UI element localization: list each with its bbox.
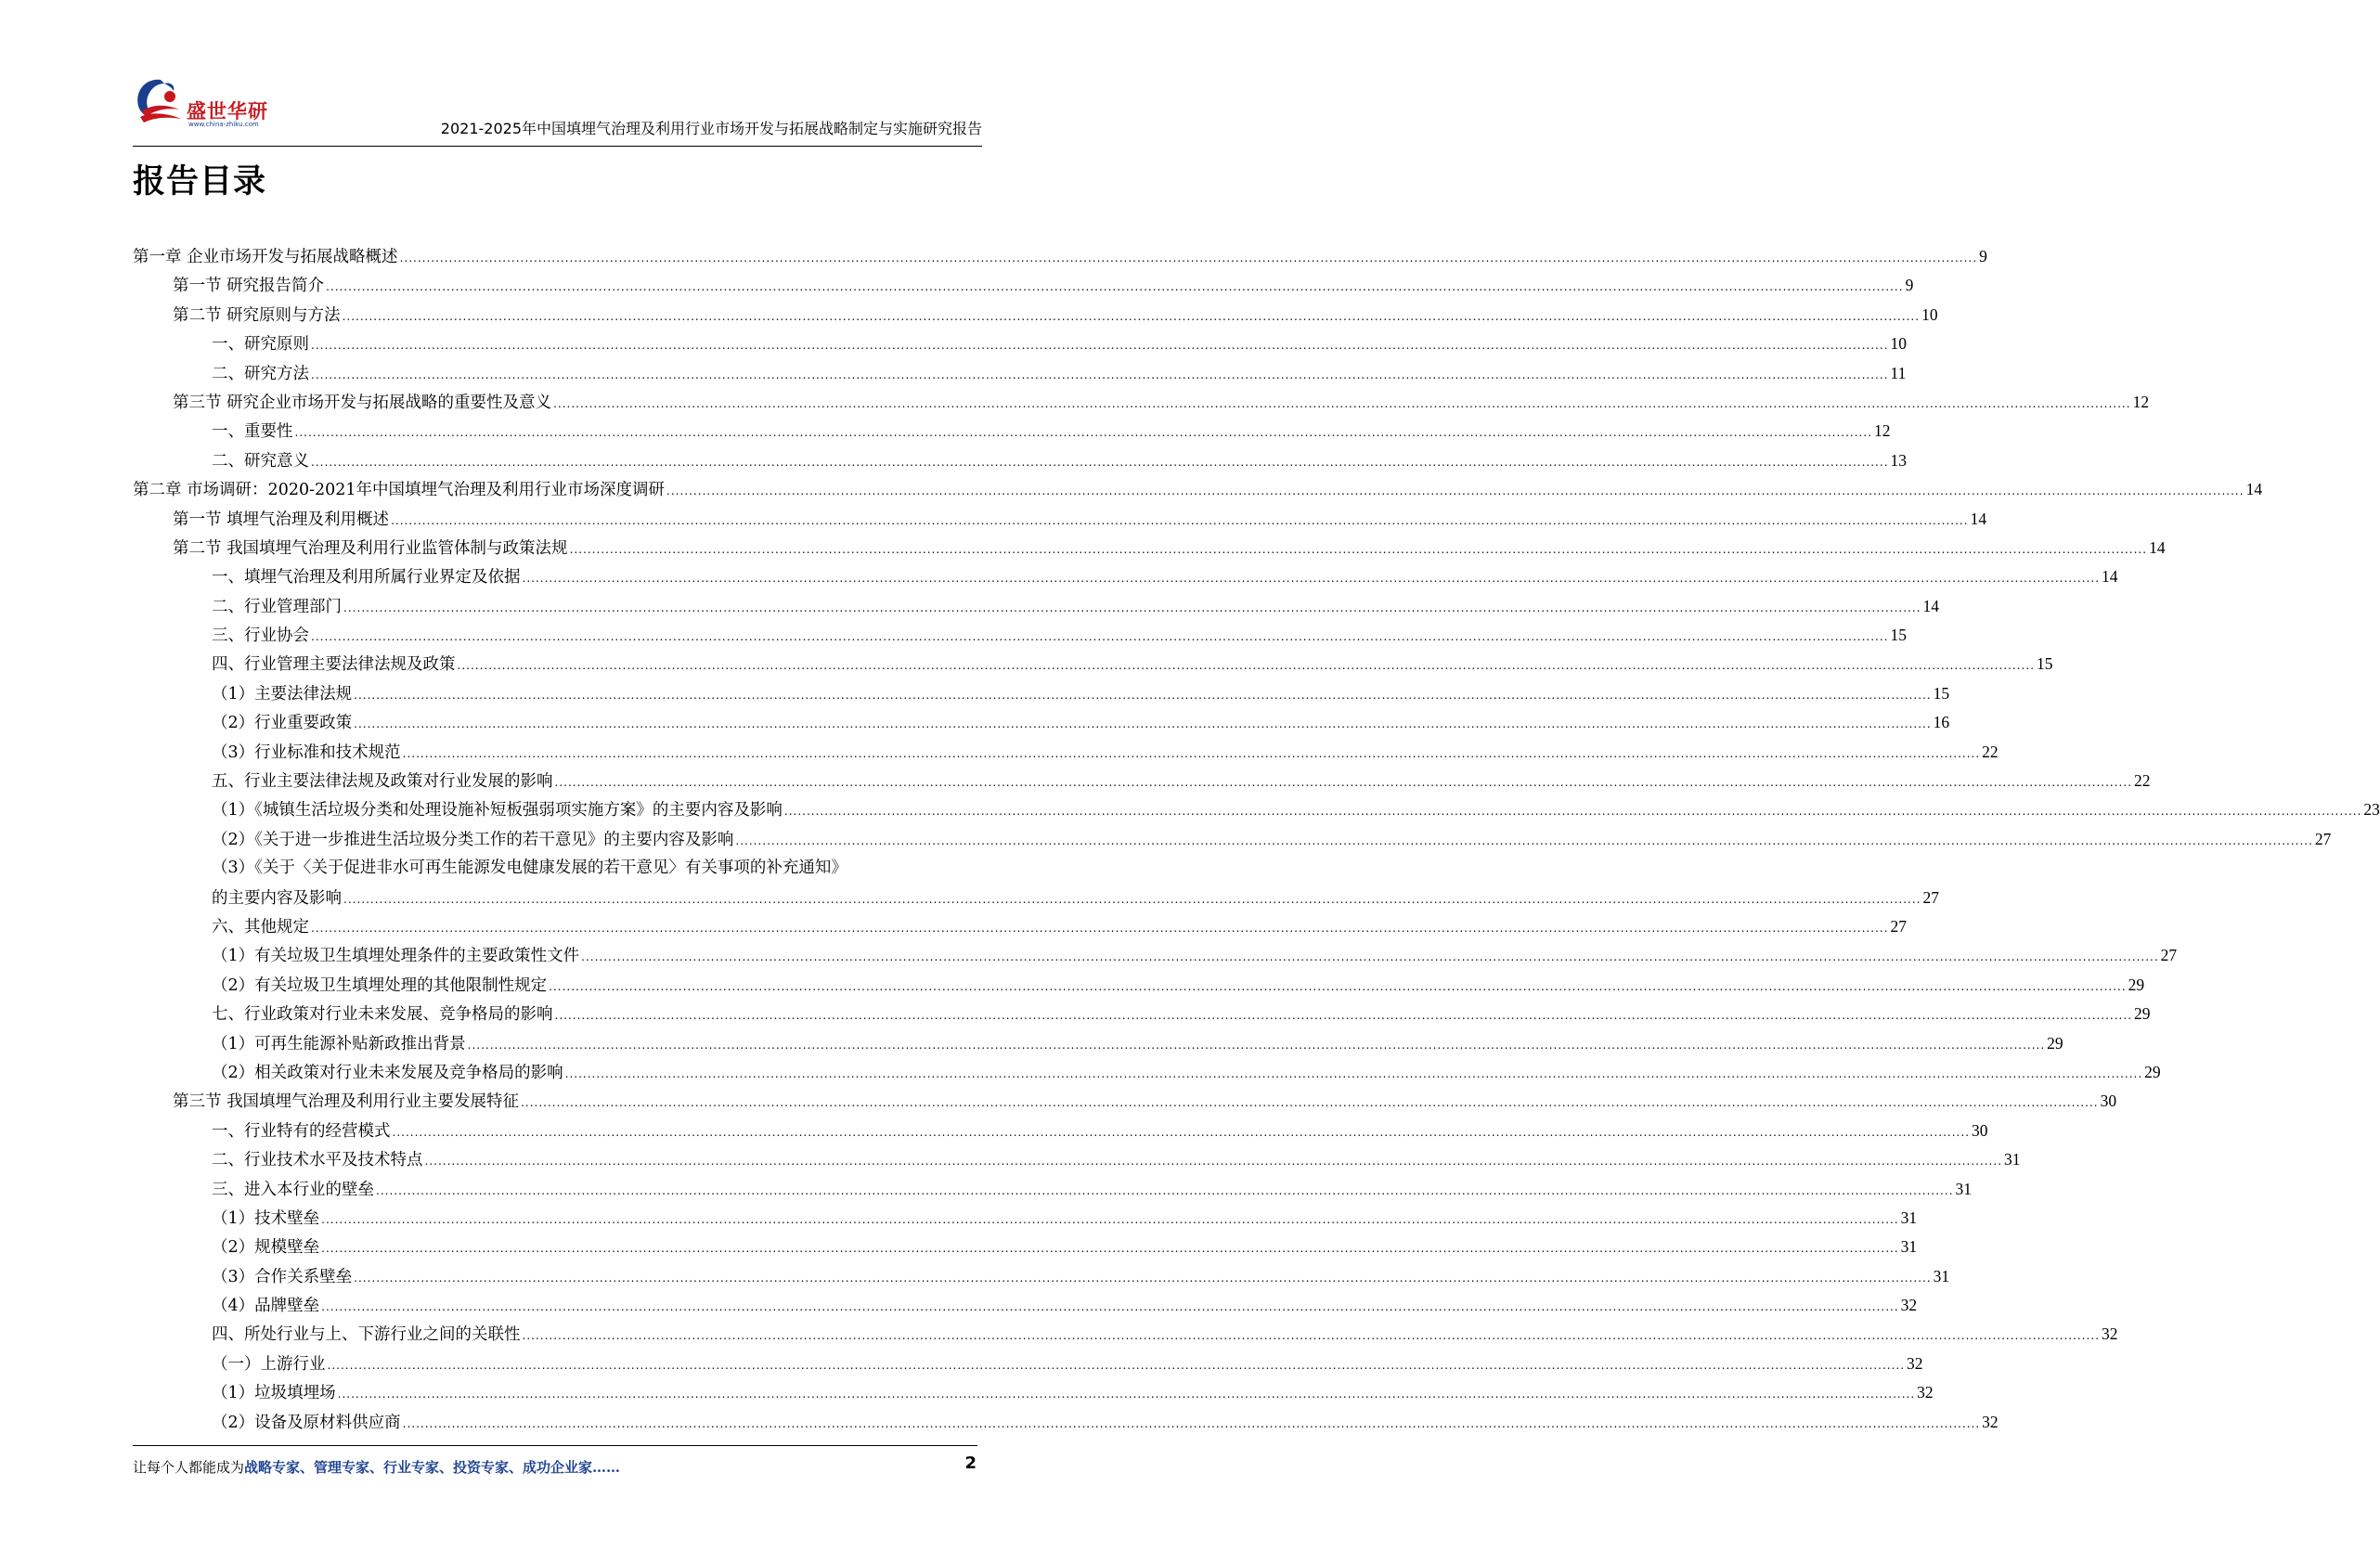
- toc-entry-page: 29: [2128, 975, 2145, 994]
- toc-leader-dots: [354, 710, 1932, 739]
- toc-entry-title: 第三节 我国填埋气治理及利用行业主要发展特征: [173, 1092, 520, 1112]
- toc-entry-title: （1）可再生能源补贴新政推出背景: [212, 1034, 466, 1053]
- toc-entry[interactable]: [133, 1029, 2063, 1058]
- toc-leader-dots: [458, 652, 2036, 680]
- toc-entry-page: 9: [1979, 247, 1987, 265]
- toc-leader-dots: [403, 1410, 1981, 1439]
- toc-leader-dots: [468, 1031, 2046, 1060]
- toc-entry-page: 32: [1982, 1412, 1998, 1431]
- toc-leader-dots: [523, 1322, 2101, 1350]
- toc-entry[interactable]: [133, 1204, 1918, 1233]
- toc-entry-page: 31: [1900, 1208, 1918, 1227]
- toc-entry[interactable]: [133, 941, 2178, 970]
- toc-entry-title: 五、行业主要法律法规及政策对行业发展的影响: [212, 772, 553, 792]
- toc-entry[interactable]: [133, 329, 1908, 358]
- toc-entry-title: 三、进入本行业的壁垒: [212, 1180, 374, 1199]
- toc-entry-title: 一、行业特有的经营模式: [212, 1121, 391, 1141]
- toc-entry-title: （1）垃圾填埋场: [212, 1384, 336, 1403]
- toc-entry-title: （2）规模壁垒: [212, 1238, 320, 1258]
- toc-leader-dots: [393, 1118, 1971, 1147]
- toc-entry[interactable]: [133, 359, 1907, 388]
- toc-leader-dots: [321, 1293, 1899, 1322]
- toc-entry[interactable]: [133, 271, 1914, 300]
- toc-leader-dots: [328, 1351, 1906, 1380]
- toc-leader-dots: [311, 914, 1889, 943]
- toc-entry-page: 22: [1982, 742, 1998, 761]
- toc-entry-page: 22: [2134, 771, 2151, 791]
- slogan-emphasis: 战略专家、管理专家、行业专家、投资专家、成功企业家……: [244, 1459, 621, 1476]
- header-divider: [133, 146, 982, 147]
- toc-leader-dots: [784, 797, 2362, 826]
- toc-leader-dots: [521, 1089, 2099, 1117]
- page-header: [133, 74, 982, 147]
- toc-entry-page: 29: [2134, 1004, 2151, 1024]
- toc-entry[interactable]: [133, 650, 2053, 678]
- toc-entry-title: （3）《关于〈关于促进非水可再生能源发电健康发展的若干意见〉有关事项的补充通知》: [212, 859, 847, 878]
- toc-entry-page: 23: [2363, 800, 2380, 820]
- toc-entry[interactable]: [133, 1320, 2118, 1349]
- toc-entry[interactable]: [133, 912, 1908, 941]
- toc-entry-page: 12: [2132, 392, 2150, 411]
- toc-entry-title: （1）技术壁垒: [212, 1208, 320, 1228]
- toc-entry-page: 31: [1900, 1237, 1918, 1257]
- toc-entry-page: 14: [2102, 567, 2118, 587]
- toc-leader-dots: [311, 448, 1889, 477]
- toc-entry-page: 29: [2047, 1033, 2063, 1053]
- toc-entry-title: （2）行业重要政策: [212, 714, 353, 733]
- toc-entry-title: 一、研究原则: [212, 335, 309, 355]
- toc-leader-dots: [549, 973, 2127, 1001]
- toc-entry-page: 31: [1955, 1179, 1973, 1198]
- toc-entry-title: 第三节 研究企业市场开发与拓展战略的重要性及意义: [173, 393, 552, 412]
- toc-entry[interactable]: [133, 1000, 2151, 1028]
- toc-entry-page: 14: [1922, 596, 1940, 615]
- toc-entry-title: 第二节 研究原则与方法: [173, 305, 341, 325]
- toc-entry-page: 27: [2314, 829, 2332, 848]
- toc-leader-dots: [735, 827, 2313, 856]
- page-number: 2: [964, 1453, 977, 1473]
- toc-entry-title: 第二节 我国填埋气治理及利用行业监管体制与政策法规: [173, 538, 568, 558]
- toc-leader-dots: [391, 507, 1969, 536]
- toc-leader-dots: [403, 740, 1981, 769]
- report-title: 2021-2025年中国填埋气治理及利用行业市场开发与拓展战略制定与实施研究报告: [440, 120, 982, 137]
- toc-entry-page: 27: [1922, 887, 1940, 907]
- toc-entry-page: 32: [1917, 1383, 1934, 1402]
- toc-entry-title: （一）上游行业: [212, 1354, 326, 1374]
- toc-entry[interactable]: [133, 446, 1908, 475]
- toc-entry-page: 29: [2144, 1062, 2161, 1081]
- toc-entry-title: 七、行业政策对行业未来发展、竞争格局的影响: [212, 1005, 553, 1025]
- toc-entry-title: （1）《城镇生活垃圾分类和处理设施补短板强弱项实施方案》的主要内容及影响: [212, 801, 783, 820]
- toc-entry-title: 四、所处行业与上、下游行业之间的关联性: [212, 1325, 521, 1345]
- toc-entry-page: 10: [1921, 304, 1938, 324]
- toc-entry-title: 二、研究方法: [212, 364, 309, 383]
- toc-entry-page: 13: [1890, 450, 1908, 470]
- toc-entry-title: （4）品牌壁垒: [212, 1297, 320, 1316]
- toc-entry-title: （1）有关垃圾卫生填埋处理条件的主要政策性文件: [212, 947, 580, 966]
- toc-entry-page: 31: [2004, 1150, 2021, 1169]
- toc-leader-dots: [311, 361, 1889, 390]
- toc-leader-dots: [326, 273, 1904, 302]
- toc-leader-dots: [553, 390, 2131, 419]
- toc-entry[interactable]: [133, 1378, 1934, 1407]
- toc-entry-title: 的主要内容及影响: [212, 888, 342, 908]
- toc-entry-title: 二、行业管理部门: [212, 597, 342, 616]
- toc-entry-title: 第一章 企业市场开发与拓展战略概述: [133, 248, 398, 266]
- toc-leader-dots: [570, 536, 2148, 564]
- toc-entry[interactable]: [133, 562, 2118, 591]
- toc-leader-dots: [354, 1264, 1932, 1293]
- toc-leader-dots: [400, 244, 1978, 273]
- toc-entry-page: 32: [1900, 1296, 1918, 1315]
- toc-leader-dots: [555, 1001, 2133, 1030]
- toc-entry-title: 三、行业协会: [212, 626, 309, 646]
- toc-entry-title: 第一节 填埋气治理及利用概述: [173, 510, 390, 529]
- toc-entry[interactable]: [133, 388, 2150, 417]
- toc-leader-dots: [343, 885, 1921, 914]
- toc-entry[interactable]: [133, 767, 2151, 795]
- toc-entry-page: 15: [1933, 683, 1950, 703]
- toc-entry-title: （2）相关政策对行业未来发展及竞争格局的影响: [212, 1063, 563, 1082]
- footer-slogan: [133, 1457, 620, 1477]
- table-of-contents: [133, 242, 2380, 1437]
- toc-entry[interactable]: [133, 1262, 1950, 1291]
- toc-entry[interactable]: [133, 242, 1987, 271]
- footer-divider: [133, 1445, 977, 1446]
- toc-entry-title: 二、研究意义: [212, 451, 309, 471]
- toc-entry[interactable]: [133, 592, 1940, 621]
- toc-entry-title: 一、重要性: [212, 422, 293, 442]
- toc-entry[interactable]: [133, 1117, 1988, 1145]
- toc-leader-dots: [376, 1177, 1954, 1206]
- toc-entry-page: 14: [2149, 537, 2166, 557]
- toc-entry-title: （2）设备及原材料供应商: [212, 1413, 401, 1432]
- toc-entry-page: 9: [1905, 276, 1914, 295]
- toc-entry-title: 四、行业管理主要法律法规及政策: [212, 655, 456, 675]
- toc-entry[interactable]: [133, 679, 1950, 708]
- toc-entry-title: 六、其他规定: [212, 917, 309, 937]
- toc-entry-page: 32: [1907, 1353, 1923, 1373]
- toc-leader-dots: [666, 477, 2244, 506]
- toc-entry[interactable]: [133, 825, 2332, 854]
- toc-leader-dots: [565, 1060, 2143, 1089]
- toc-entry-title: 二、行业技术水平及技术特点: [212, 1151, 423, 1170]
- toc-entry-page: 16: [1933, 713, 1950, 732]
- toc-entry-title: 一、填埋气治理及利用所属行业界定及依据: [212, 568, 521, 588]
- page-title: 报告目录: [133, 163, 267, 200]
- toc-entry[interactable]: [133, 1087, 2117, 1116]
- toc-entry-page: 12: [1874, 421, 1891, 441]
- logo-emblem-icon: [133, 74, 187, 130]
- toc-entry-title: （1）主要法律法规: [212, 684, 353, 704]
- toc-entry-title: 第二章 市场调研：2020-2021年中国填埋气治理及利用行业市场深度调研: [133, 481, 666, 500]
- brand-name: 盛世华研: [187, 100, 268, 123]
- toc-entry[interactable]: [133, 1291, 1918, 1320]
- toc-entry[interactable]: [133, 854, 977, 883]
- toc-entry[interactable]: [133, 708, 1950, 737]
- company-logo: [133, 74, 295, 141]
- toc-entry[interactable]: [133, 1350, 1923, 1378]
- toc-entry-title: （2）有关垃圾卫生填埋处理的其他限制性规定: [212, 975, 548, 995]
- toc-leader-dots: [321, 1234, 1899, 1263]
- toc-entry[interactable]: [133, 417, 1891, 446]
- toc-entry-page: 31: [1933, 1266, 1950, 1285]
- toc-leader-dots: [311, 623, 1889, 652]
- toc-entry[interactable]: [133, 795, 2380, 824]
- toc-leader-dots: [523, 564, 2101, 593]
- toc-leader-dots: [425, 1147, 2003, 1176]
- toc-leader-dots: [311, 331, 1889, 360]
- toc-entry-page: 27: [2160, 946, 2178, 965]
- toc-entry-page: 32: [2102, 1324, 2118, 1344]
- toc-entry[interactable]: [133, 1408, 1998, 1437]
- toc-entry-title: （3）合作关系壁垒: [212, 1267, 353, 1286]
- toc-entry[interactable]: [133, 621, 1908, 650]
- toc-entry-page: 30: [1972, 1120, 1988, 1140]
- toc-entry[interactable]: [133, 301, 1938, 329]
- toc-entry[interactable]: [133, 1145, 2021, 1174]
- toc-entry[interactable]: [133, 884, 1940, 912]
- toc-leader-dots: [295, 419, 1873, 447]
- brand-url: www.china-zhiku.com: [188, 121, 259, 128]
- toc-entry-title: （3）行业标准和技术规范: [212, 743, 401, 762]
- toc-entry-page: 15: [1890, 626, 1908, 645]
- toc-leader-dots: [343, 594, 1921, 623]
- toc-entry-page: 11: [1890, 363, 1907, 382]
- toc-entry[interactable]: [133, 534, 2166, 562]
- toc-leader-dots: [581, 943, 2159, 972]
- toc-entry[interactable]: [133, 738, 1998, 767]
- toc-entry-page: 15: [2037, 654, 2053, 674]
- toc-leader-dots: [338, 1380, 1916, 1409]
- toc-leader-dots: [354, 681, 1932, 710]
- slogan-prefix: 让每个人都能成为: [133, 1459, 245, 1476]
- toc-leader-dots: [321, 1206, 1899, 1234]
- toc-entry-page: 14: [2245, 480, 2263, 499]
- toc-entry[interactable]: [133, 1175, 1973, 1204]
- toc-entry-page: 27: [1890, 916, 1908, 936]
- toc-entry-page: 14: [1970, 509, 1987, 528]
- toc-leader-dots: [555, 769, 2133, 797]
- toc-entry-title: 第一节 研究报告简介: [173, 277, 325, 296]
- toc-entry[interactable]: [133, 505, 1987, 534]
- toc-entry-title: （2）《关于进一步推进生活垃圾分类工作的若干意见》的主要内容及影响: [212, 830, 734, 849]
- toc-entry-page: 10: [1890, 334, 1908, 354]
- toc-leader-dots: [343, 303, 1921, 331]
- toc-entry[interactable]: [133, 971, 2145, 1000]
- toc-entry[interactable]: [133, 1233, 1918, 1261]
- toc-entry-page: 30: [2100, 1092, 2117, 1111]
- toc-entry[interactable]: [133, 1058, 2161, 1087]
- toc-entry[interactable]: [133, 475, 2263, 504]
